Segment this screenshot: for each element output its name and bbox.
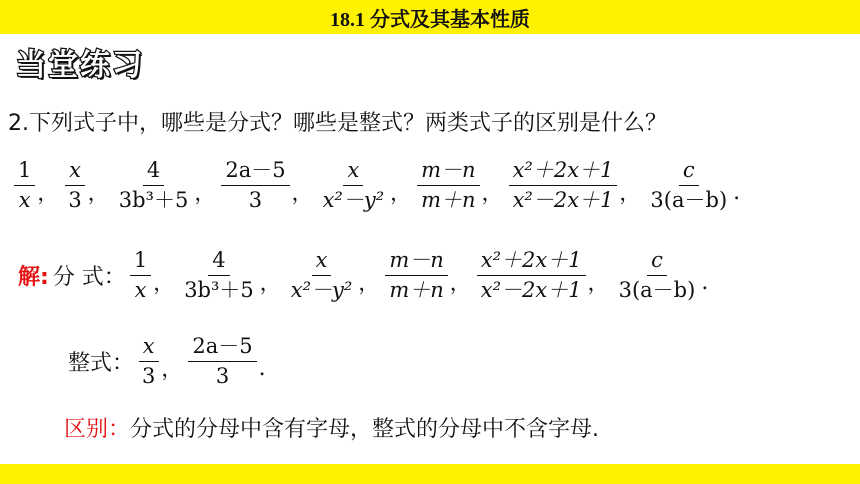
integral-label: 整式： — [68, 351, 135, 376]
ans-expr-7: $\frac{\text{x²＋2x＋1}}{\text{x²－2x＋1}}$ — [477, 250, 586, 301]
expr-4: $\frac{2a-5}{3}$ — [221, 160, 289, 211]
answer-integrals: 整式： $\frac{x}{3}$ ， $\frac{2a-5}{3}$ . — [68, 334, 266, 388]
footer-bar — [0, 464, 860, 484]
fraction-label: 分 式： — [52, 265, 126, 290]
expr-2: $\frac{x}{3}$ — [64, 160, 85, 211]
header-bar — [0, 0, 860, 34]
difference-line — [64, 412, 599, 443]
ans-expr-5: $\frac{x}{\text{x²－y²}}$ — [290, 248, 353, 302]
ans-expr-1: $\frac{1}{x}$ — [130, 250, 151, 301]
expr-1: $\frac{1}{x}$ — [14, 160, 35, 211]
ans-expr-3: $\frac{4}{\text{3b³＋5}}$ — [184, 248, 254, 302]
ans-expr-4: $\frac{2a-5}{3}$ — [188, 336, 256, 387]
ans-expr-2: $\frac{x}{3}$ — [138, 336, 159, 387]
question-text: 2.下列式子中，哪些是分式？哪些是整式？两类式子的区别是什么？ — [8, 111, 667, 136]
header-title: 18.1 分式及其基本性质 — [330, 8, 530, 31]
expr-8: $\frac{c}{3(a-b)}$ — [650, 158, 728, 212]
difference-label: 区别： — [64, 417, 131, 442]
expr-5: $\frac{x}{\text{x²－y²}}$ — [322, 158, 385, 212]
answer-fractions: 解: 分 式： $\frac{1}{x}$ ， $\frac{4}{\text{3b³＋5}}$ ， $\frac{x}{\text{x²－y²}}$ ， $\frac{m-n}{m+n}$ ， $\frac{\text{x²＋2x＋1}}{\text{x²－2x＋1}}$ ， $\frac{c}{3(a-b)}$ . — [18, 248, 709, 302]
ans-expr-8: $\frac{c}{3(a-b)}$ — [618, 248, 696, 302]
difference-text: 分式的分母中含有字母，整式的分母中不含字母. — [130, 417, 600, 442]
expr-7: $\frac{\text{x²＋2x＋1}}{\text{x²－2x＋1}}$ — [509, 160, 618, 211]
expression-list: $\frac{1}{x}$ ， $\frac{x}{3}$ ， $\frac{4}{\text{3b³＋5}}$ ， $\frac{2a-5}{3}$ ， $\frac{x}{\text{x²－y²}}$ ， $\frac{m-n}{m+n}$ ， $\frac{\text{x²＋2x＋1}}{\text{x²－2x＋1}}$ ， $\frac{c}{3(a-b)}$ . — [14, 160, 740, 211]
expr-6: $\frac{m-n}{m+n}$ — [417, 160, 479, 211]
answer-label: 解: — [18, 265, 49, 290]
ans-expr-6: $\frac{m-n}{m+n}$ — [385, 250, 447, 301]
expr-3: $\frac{4}{\text{3b³＋5}}$ — [118, 158, 189, 212]
section-title: 当堂练习 — [16, 48, 144, 83]
